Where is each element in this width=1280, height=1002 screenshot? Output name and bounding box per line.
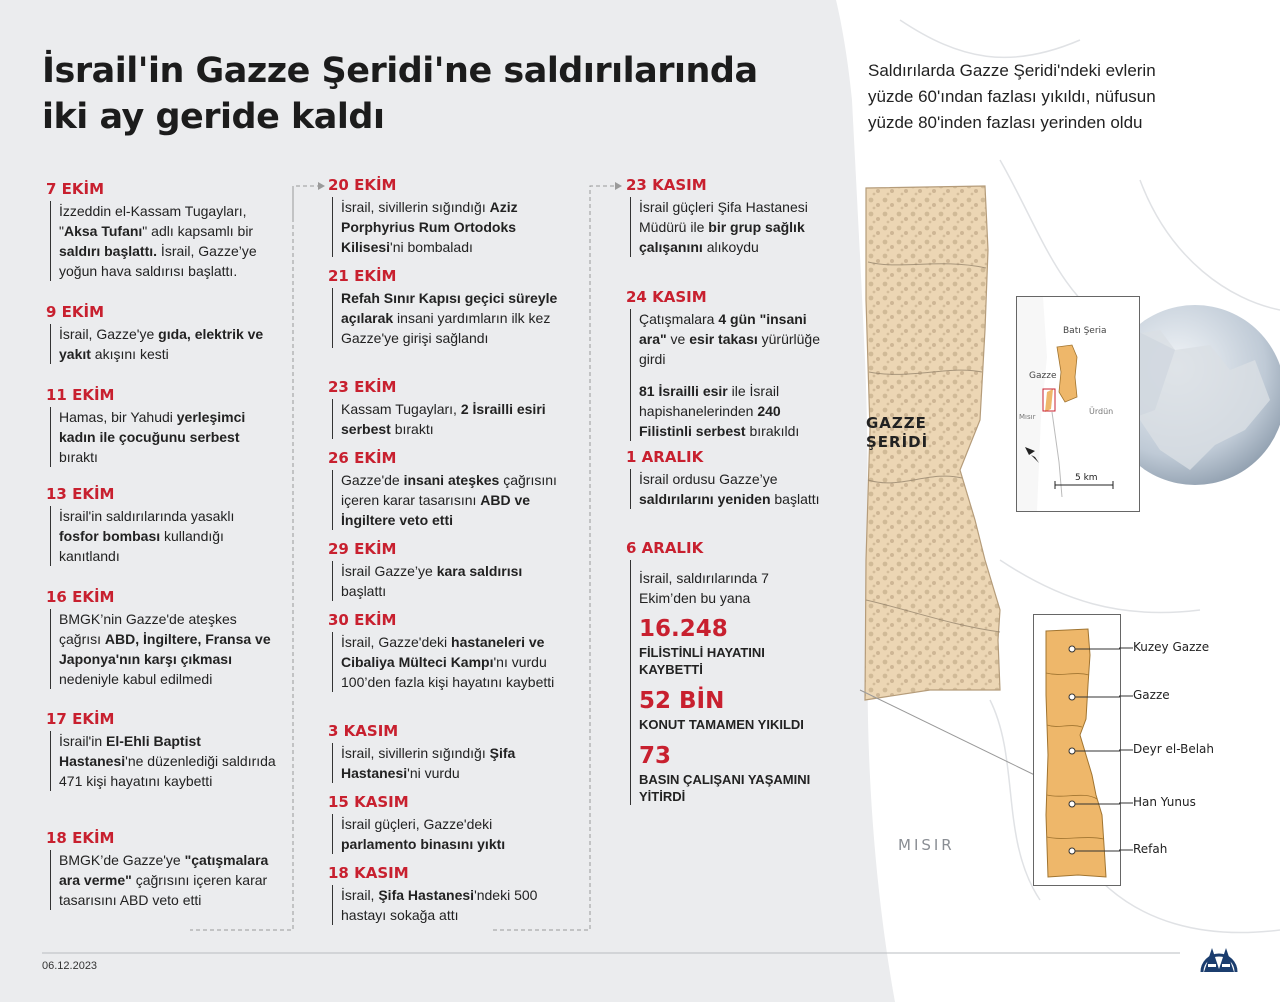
region-label-kuzey-gazze: Kuzey Gazze xyxy=(1133,640,1210,654)
region-label-deyr-el-belah: Deyr el-Belah xyxy=(1133,742,1214,756)
title-line-2: iki ay geride kaldı xyxy=(42,97,385,137)
event-date: 7 EKİM xyxy=(46,180,105,198)
title-line-1: İsrail'in Gazze Şeridi'ne saldırılarında xyxy=(42,51,758,91)
event-date: 24 KASIM xyxy=(626,288,707,306)
event-text: İsrail'in El-Ehli Baptist Hastanesi'ne düzenlediği saldırıda 471 kişi hayatını kaybetti xyxy=(50,731,276,791)
event-date: 15 KASIM xyxy=(328,793,409,811)
event-text: Refah Sınır Kapısı geçici süreyle açılarak insani yardımların ilk kez Gazze'ye girişi sağlandı xyxy=(332,288,568,348)
subtitle-line: Saldırılarda Gazze Şeridi'ndeki evlerin xyxy=(868,61,1156,80)
event-text: BMGK’de Gazze'ye "çatışmalara ara verme" çağrısını içeren karar tasarısını ABD veto etti xyxy=(50,850,276,910)
event-text: İsrail güçleri Şifa Hastanesi Müdürü ile bir grup sağlık çalışanını alıkoydu xyxy=(630,197,826,257)
region-map xyxy=(1033,614,1121,886)
event-intro: İsrail, saldırılarında 7 Ekim’den bu yana xyxy=(639,570,769,606)
event-text: İsrail ordusu Gazze’ye saldırılarını yeniden başlattı xyxy=(630,469,826,509)
inset-label-egypt: Mısır xyxy=(1019,413,1036,421)
event-date: 30 EKİM xyxy=(328,611,397,629)
aa-logo-icon xyxy=(1198,934,1240,974)
event-text: İsrail, Gazze'deki hastaneleri ve Cibaliya Mülteci Kampı'nı vurdu 100’den fazla kişi hayatını kaybetti xyxy=(332,632,568,692)
aa-logo xyxy=(1198,934,1240,974)
arrow-icon xyxy=(615,182,622,190)
region-leaders xyxy=(1119,614,1133,884)
event-text: İsrail'in saldırılarında yasaklı fosfor bombası kullandığı kanıtlandı xyxy=(50,506,276,566)
event-text: İsrail, Gazze'ye gıda, elektrik ve yakıt akışını kesti xyxy=(50,324,276,364)
event-date: 6 ARALIK xyxy=(626,539,704,557)
event-text: İsrail, sivillerin sığındığı Aziz Porphyrius Rum Ortodoks Kilisesi'ni bombaladı xyxy=(332,197,568,257)
event-text: Gazze'de insani ateşkes çağrısını içeren karar tasarısını ABD ve İngiltere veto etti xyxy=(332,470,568,530)
subtitle-line: yüzde 60'ından fazlası yıkıldı, nüfusun xyxy=(868,87,1156,106)
inset-label-gaza: Gazze xyxy=(1029,371,1057,381)
event-date: 3 KASIM xyxy=(328,722,399,740)
stat-value: 73 xyxy=(639,743,672,769)
event-date: 23 EKİM xyxy=(328,378,397,396)
egypt-label: MISIR xyxy=(898,836,955,854)
event-date: 29 EKİM xyxy=(328,540,397,558)
region-label-refah: Refah xyxy=(1133,842,1168,856)
inset-scale: 5 km xyxy=(1075,473,1098,483)
stat-label: BASIN ÇALIŞANI YAŞAMINI YİTİRDİ xyxy=(639,772,811,804)
stat-value: 16.248 xyxy=(639,616,728,642)
event-date: 11 EKİM xyxy=(46,386,115,404)
publish-date: 06.12.2023 xyxy=(42,960,98,972)
region-label-gazze: Gazze xyxy=(1133,688,1170,702)
event-date: 17 EKİM xyxy=(46,710,115,728)
region-map-graphic xyxy=(1034,615,1120,885)
region-label-han-yunus: Han Yunus xyxy=(1133,795,1196,809)
event-date: 18 EKİM xyxy=(46,829,115,847)
event-text: İsrail güçleri, Gazze'deki parlamento binasını yıktı xyxy=(332,814,568,854)
event-text: Kassam Tugayları, 2 İsrailli esiri serbest bıraktı xyxy=(332,399,568,439)
subtitle-line: yüzde 80'inden fazlası yerinden oldu xyxy=(868,113,1143,132)
event-text: İsrail, sivillerin sığındığı Şifa Hastanesi'ni vurdu xyxy=(332,743,568,783)
event-date: 9 EKİM xyxy=(46,303,105,321)
event-text: İzzeddin el-Kassam Tugayları, "Aksa Tufanı" adlı kapsamlı bir saldırı başlattı. İsrail, Gazze’ye yoğun hava saldırısı başlattı. xyxy=(50,201,276,281)
inset-locator-map xyxy=(1016,296,1140,512)
stat-label: KONUT TAMAMEN YIKILDI xyxy=(639,717,804,732)
event-text: Hamas, bir Yahudi yerleşimci kadın ile çocuğunu serbest bıraktı xyxy=(50,407,276,467)
gaza-label-line: ŞERİDİ xyxy=(866,433,929,451)
stat-label: FİLİSTİNLİ HAYATINI KAYBETTİ xyxy=(639,645,765,677)
event-date: 18 KASIM xyxy=(328,864,409,882)
event-date: 26 EKİM xyxy=(328,449,397,467)
inset-label-jordan: Ürdün xyxy=(1089,407,1114,416)
event-text: İsrail Gazze’ye kara saldırısı başlattı xyxy=(332,561,568,601)
event-date: 23 KASIM xyxy=(626,176,707,194)
event-date: 16 EKİM xyxy=(46,588,115,606)
arrow-icon xyxy=(318,182,325,190)
stat-value: 52 BİN xyxy=(639,688,725,714)
event-date: 1 ARALIK xyxy=(626,448,704,466)
event-date: 20 EKİM xyxy=(328,176,397,194)
event-date: 21 EKİM xyxy=(328,267,397,285)
gaza-strip-label xyxy=(866,414,928,452)
gaza-label-line: GAZZE xyxy=(866,414,927,432)
event-text: İsrail, Şifa Hastanesi'ndeki 500 hastayı sokağa attı xyxy=(332,885,568,925)
event-text: BMGK’nin Gazze'de ateşkes çağrısı ABD, İngiltere, Fransa ve Japonya'nın karşı çıkması nedeniyle kabul edilmedi xyxy=(50,609,276,689)
inset-label-west-bank: Batı Şeria xyxy=(1063,326,1107,336)
event-text: Çatışmalara 4 gün "insani ara" ve esir takası yürürlüğe girdi 81 İsrailli esir ile İsrail hapishanelerinden 240 Filistinli serbest bırakıldı xyxy=(630,309,826,441)
event-date: 13 EKİM xyxy=(46,485,115,503)
